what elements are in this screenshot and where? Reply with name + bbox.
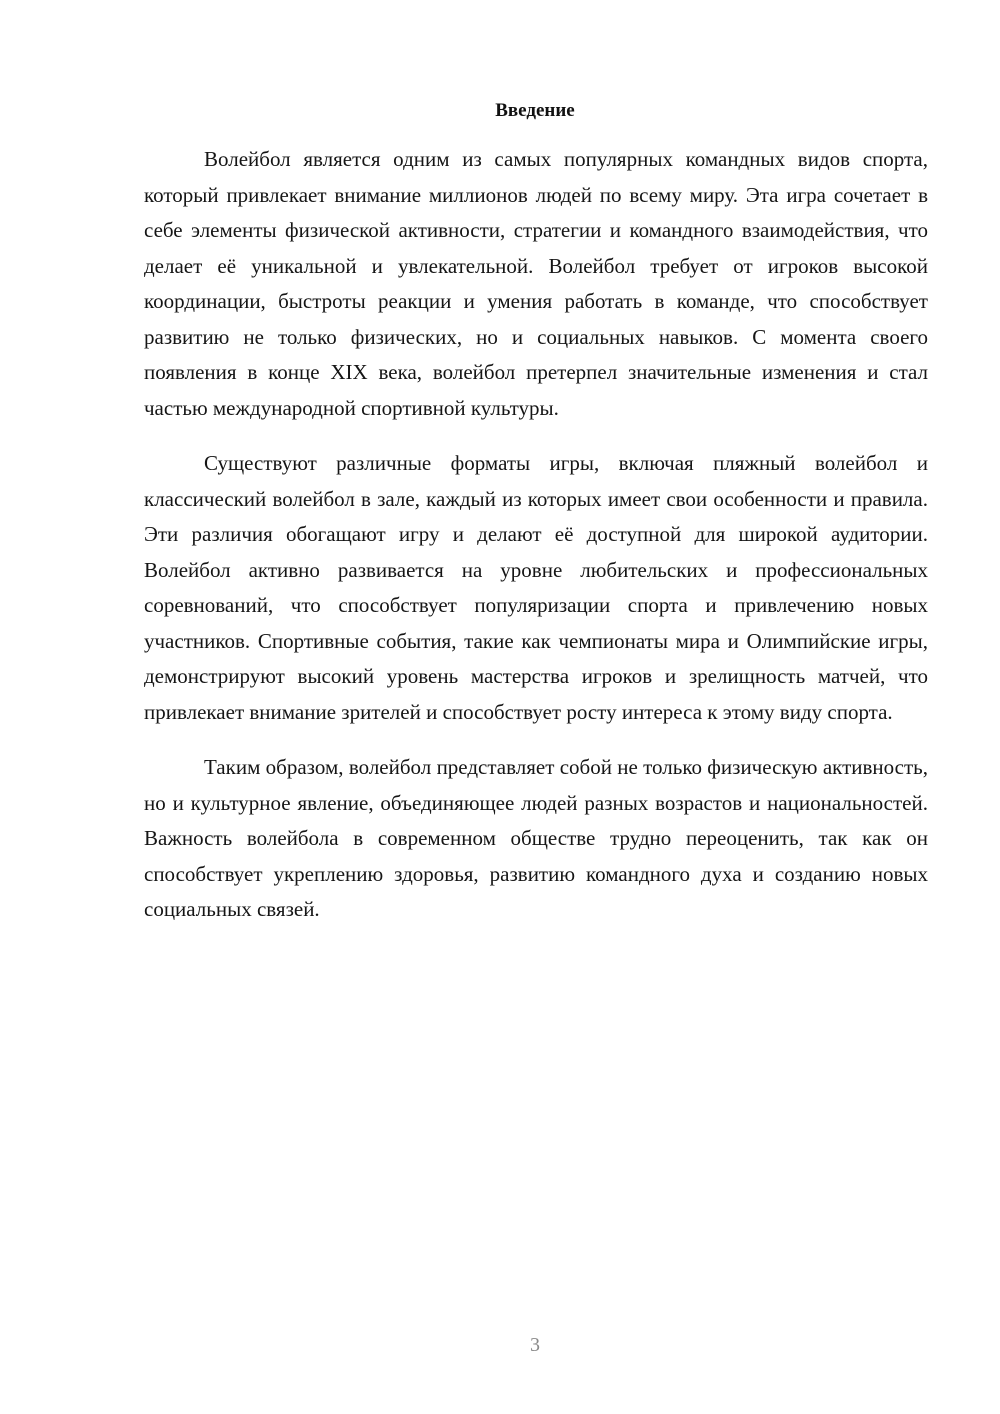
page-title: Введение [495,100,575,121]
document-body [144,142,928,928]
paragraph-intro: Волейбол является одним из самых популярных командных видов спорта, который привлекает внимание миллионов людей по всему миру. Эта игра сочетает в себе элементы физической активности, стратегии и командного взаимодействия, что делает её уникальной и увлекательной. Волейбол требует от игроков высокой координации, быстроты реакции и умения работать в команде, что способствует развитию не только физических, но и социальных навыков. С момента своего появления в конце XIX века, волейбол претерпел значительные изменения и стал частью международной спортивной культуры. [144,147,928,420]
paragraph-conclusion: Таким образом, волейбол представляет собой не только физическую активность, но и культурное явление, объединяющее людей разных возрастов и национальностей. Важность волейбола в современном обществе трудно переоценить, так как он способствует укреплению здоровья, развитию командного духа и созданию новых социальных связей. [144,755,928,921]
page-number: 3 [530,1334,540,1356]
paragraph-formats: Существуют различные форматы игры, включая пляжный волейбол и классический волейбол в зале, каждый из которых имеет свои особенности и правила. Эти различия обогащают игру и делают её доступной для широкой аудитории. Волейбол активно развивается на уровне любительских и профессиональных соревнований, что способствует популяризации спорта и привлечению новых участников. Спортивные события, такие как чемпионаты мира и Олимпийские игры, демонстрируют высокий уровень мастерства игроков и зрелищность матчей, что привлекает внимание зрителей и способствует росту интереса к этому виду спорта. [144,451,928,724]
